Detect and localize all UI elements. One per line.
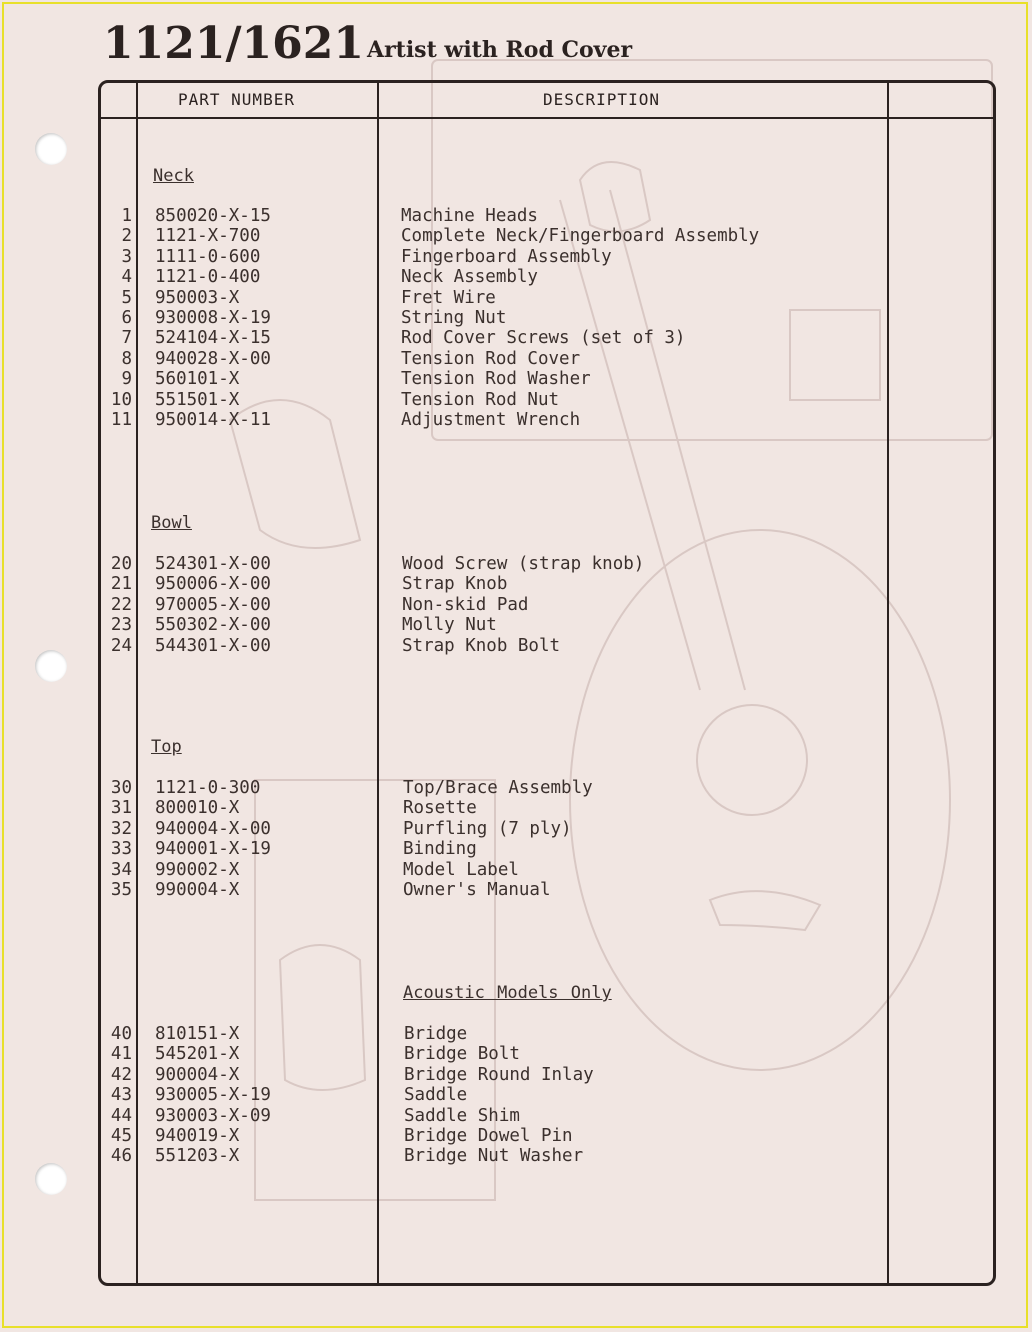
row-description: Binding — [403, 839, 477, 860]
row-item-number: 45 — [110, 1126, 132, 1146]
row-part-number: 940028-X-00 — [155, 348, 271, 369]
row-part-number: 551203-X — [155, 1146, 240, 1167]
row-item-number: 30 — [110, 778, 132, 798]
section-title: Top — [151, 737, 182, 757]
row-description: Top/Brace Assembly — [403, 778, 593, 798]
row-part-number: 950006-X-00 — [155, 574, 271, 595]
row-item-number: 24 — [110, 635, 132, 656]
row-item-number: 33 — [110, 839, 132, 860]
row-description: Complete Neck/Fingerboard Assembly — [401, 226, 760, 247]
row-item-number: 42 — [110, 1064, 132, 1085]
row-item-number: 34 — [110, 859, 132, 880]
row-description: Owner's Manual — [403, 880, 551, 900]
row-description: Molly Nut — [402, 615, 497, 636]
row-part-number: 970005-X-00 — [155, 594, 271, 615]
header-divider — [98, 117, 996, 119]
row-description: Non-skid Pad — [402, 594, 529, 615]
row-description: Wood Screw (strap knob) — [402, 554, 645, 574]
row-item-number: 20 — [110, 554, 132, 574]
binder-hole-bottom — [35, 1163, 67, 1195]
row-part-number: 940001-X-19 — [155, 839, 271, 860]
row-part-number: 930005-X-19 — [155, 1085, 271, 1106]
row-item-number: 3 — [121, 246, 132, 267]
row-part-number: 940004-X-00 — [155, 818, 271, 839]
row-item-number: 6 — [121, 308, 132, 328]
column-divider-2 — [377, 80, 379, 1286]
row-item-number: 2 — [121, 226, 132, 247]
row-description: Tension Rod Nut — [401, 389, 560, 410]
row-part-number: 950014-X-11 — [155, 410, 271, 430]
row-item-number: 44 — [110, 1105, 132, 1126]
row-part-number: 1121-0-300 — [155, 778, 261, 798]
row-part-number: 1121-0-400 — [155, 267, 261, 288]
section-title: Neck — [153, 166, 194, 186]
row-description: Saddle Shim — [404, 1105, 520, 1126]
row-description: Strap Knob — [402, 574, 508, 595]
row-part-number: 990002-X — [155, 859, 240, 880]
row-description: Tension Rod Washer — [401, 369, 591, 390]
row-part-number: 1121-X-700 — [155, 226, 261, 247]
row-description: Strap Knob Bolt — [402, 635, 561, 656]
row-part-number: 524301-X-00 — [155, 554, 271, 574]
row-part-number: 524104-X-15 — [155, 328, 271, 349]
row-part-number: 930003-X-09 — [155, 1105, 271, 1126]
row-part-number: 930008-X-19 — [155, 308, 271, 328]
column-divider-3 — [887, 80, 889, 1286]
row-description: Rosette — [403, 798, 477, 819]
row-item-number: 10 — [110, 389, 132, 410]
row-item-number: 40 — [110, 1024, 132, 1044]
section-title: Acoustic Models Only — [403, 983, 612, 1003]
row-item-number: 8 — [121, 348, 132, 369]
row-part-number: 940019-X — [155, 1126, 240, 1146]
column-header-description: DESCRIPTION — [543, 90, 660, 109]
row-item-number: 23 — [110, 615, 132, 636]
row-description: Model Label — [403, 859, 519, 880]
row-part-number: 1111-0-600 — [155, 246, 261, 267]
row-part-number: 990004-X — [155, 880, 240, 900]
row-description: Fingerboard Assembly — [401, 246, 612, 267]
row-item-number: 1 — [121, 206, 132, 226]
row-part-number: 560101-X — [155, 369, 240, 390]
row-description: Saddle — [404, 1085, 468, 1106]
row-item-number: 7 — [121, 328, 132, 349]
row-description: Bridge Bolt — [404, 1044, 520, 1065]
row-part-number: 545201-X — [155, 1044, 240, 1065]
column-divider-1 — [136, 80, 138, 1286]
row-item-number: 32 — [110, 818, 132, 839]
binder-hole-middle — [35, 650, 67, 682]
column-header-part-number: PART NUMBER — [178, 90, 295, 109]
row-item-number: 31 — [110, 798, 132, 819]
row-part-number: 900004-X — [155, 1064, 240, 1085]
row-description: Bridge — [404, 1024, 468, 1044]
row-description: Neck Assembly — [401, 267, 538, 288]
row-description: Tension Rod Cover — [401, 348, 581, 369]
page-title-number: 1121/1621 — [103, 18, 364, 69]
row-description: Machine Heads — [401, 206, 538, 226]
row-item-number: 9 — [121, 369, 132, 390]
row-part-number: 551501-X — [155, 389, 240, 410]
row-part-number: 810151-X — [155, 1024, 240, 1044]
section-title: Bowl — [151, 513, 192, 533]
row-item-number: 21 — [110, 574, 132, 595]
row-item-number: 5 — [121, 287, 132, 308]
row-description: Bridge Nut Washer — [404, 1146, 584, 1167]
row-part-number: 800010-X — [155, 798, 240, 819]
row-part-number: 950003-X — [155, 287, 240, 308]
row-item-number: 46 — [110, 1146, 132, 1167]
row-part-number: 850020-X-15 — [155, 206, 271, 226]
row-item-number: 11 — [110, 410, 132, 430]
row-item-number: 22 — [110, 594, 132, 615]
row-item-number: 41 — [110, 1044, 132, 1065]
row-description: String Nut — [401, 308, 507, 328]
row-item-number: 35 — [110, 880, 132, 900]
row-description: Bridge Round Inlay — [404, 1064, 594, 1085]
row-description: Purfling (7 ply) — [403, 818, 572, 839]
row-description: Rod Cover Screws (set of 3) — [401, 328, 686, 349]
page-title-subtitle: Artist with Rod Cover — [367, 37, 633, 63]
row-description: Bridge Dowel Pin — [404, 1126, 573, 1146]
row-description: Adjustment Wrench — [401, 410, 581, 430]
row-item-number: 43 — [110, 1085, 132, 1106]
row-description: Fret Wire — [401, 287, 496, 308]
binder-hole-top — [35, 133, 67, 165]
row-item-number: 4 — [121, 267, 132, 288]
row-part-number: 550302-X-00 — [155, 615, 271, 636]
row-part-number: 544301-X-00 — [155, 635, 271, 656]
